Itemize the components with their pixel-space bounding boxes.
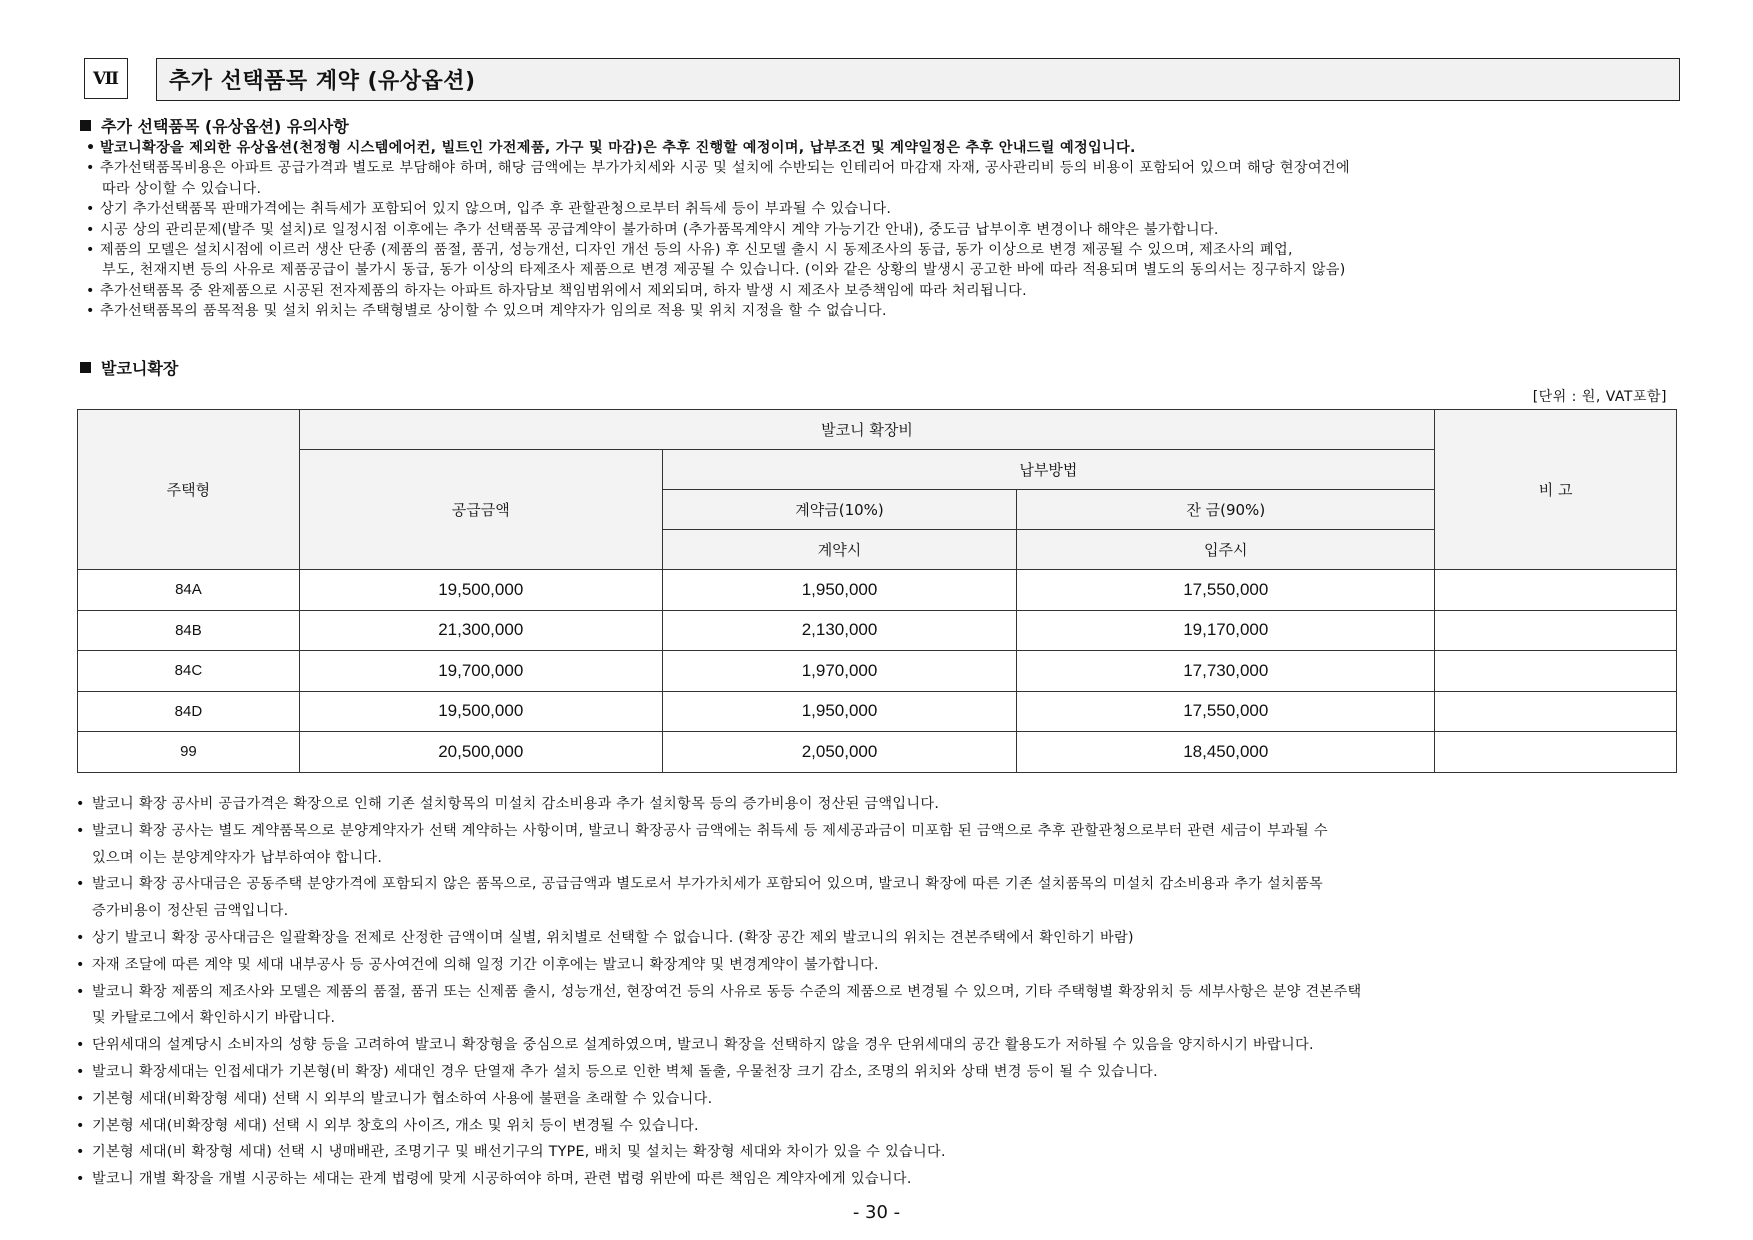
header-deposit: 계약금(10%) — [662, 490, 1017, 530]
cell-type: 84C — [78, 651, 300, 692]
list-item: • 기본형 세대(비확장형 세대) 선택 시 외부의 발코니가 협소하여 사용에 불편을 초래할 수 있습니다. — [76, 1086, 1362, 1113]
cell-balance: 17,550,000 — [1017, 691, 1435, 732]
unit-label: [단위 : 원, VAT포함] — [1532, 389, 1667, 405]
list-item: • 기본형 세대(비확장형 세대) 선택 시 외부 창호의 사이즈, 개소 및 위치 등이 변경될 수 있습니다. — [76, 1113, 1362, 1140]
cell-note — [1435, 691, 1677, 732]
section-number: Ⅶ — [84, 58, 128, 99]
list-item: • 자재 조달에 따른 계약 및 세대 내부공사 등 공사여건에 의해 일정 기간 이후에는 발코니 확장계약 및 변경계약이 불가합니다. — [76, 952, 1362, 979]
cell-deposit: 1,970,000 — [662, 651, 1017, 692]
cell-note — [1435, 610, 1677, 651]
header-at-move-in: 입주시 — [1017, 530, 1435, 570]
list-item-continuation: 있으며 이는 분양계약자가 납부하여야 합니다. — [92, 849, 383, 866]
header-remarks: 비 고 — [1435, 410, 1677, 570]
cell-supply: 21,300,000 — [299, 610, 662, 651]
cell-balance: 17,550,000 — [1017, 570, 1435, 611]
cell-balance: 18,450,000 — [1017, 732, 1435, 773]
list-item: • 발코니 확장세대는 인접세대가 기본형(비 확장) 세대인 경우 단열재 추가 설치 등으로 인한 벽체 돌출, 우물천장 크기 감소, 조명의 위치와 상태 변경 등이 될 수 있습니다. — [76, 1059, 1362, 1086]
cell-supply: 19,700,000 — [299, 651, 662, 692]
cell-type: 84D — [78, 691, 300, 732]
list-item-continuation: 따라 상이할 수 있습니다. — [102, 180, 262, 197]
list-item: • 추가선택품목비용은 아파트 공급가격과 별도로 부담해야 하며, 해당 금액에는 부가가치세와 시공 및 설치에 수반되는 인테리어 마감재 자재, 공사관리비 등의 비용이 포함되어 있으며 해당 현장여건에 — [86, 158, 1350, 178]
list-item: • 추가선택품목 중 완제품으로 시공된 전자제품의 하자는 아파트 하자담보 책임범위에서 제외되며, 하자 발생 시 제조사 보증책임에 따라 처리됩니다. — [86, 281, 1350, 301]
square-bullet-icon — [80, 362, 91, 373]
balcony-heading-text: 발코니확장 — [101, 359, 179, 378]
header-expansion-cost: 발코니 확장비 — [299, 410, 1434, 450]
cell-deposit: 2,130,000 — [662, 610, 1017, 651]
square-bullet-icon — [80, 120, 91, 131]
list-item: • 제품의 모델은 설치시점에 이르러 생산 단종 (제품의 품절, 품귀, 성능개선, 디자인 개선 등의 사유) 후 신모델 출시 시 동제조사의 동급, 동가 이상으로 변경 제공될 수 있으며, 제조사의 폐업, — [86, 240, 1350, 260]
table-row — [78, 610, 1677, 651]
balcony-notes-list — [76, 791, 1362, 1193]
list-item-continuation: 증가비용이 정산된 금액입니다. — [92, 903, 289, 920]
header-housing-type: 주택형 — [78, 410, 300, 570]
list-item: • 상기 추가선택품목 판매가격에는 취득세가 포함되어 있지 않으며, 입주 후 관할관청으로부터 취득세 등이 부과될 수 있습니다. — [86, 199, 1350, 219]
option-notes-heading-text: 추가 선택품목 (유상옵션) 유의사항 — [101, 117, 349, 136]
option-notes-list — [86, 138, 1350, 322]
section-header — [84, 58, 1680, 101]
header-at-contract: 계약시 — [662, 530, 1017, 570]
table-row — [78, 691, 1677, 732]
cell-note — [1435, 651, 1677, 692]
cell-balance: 17,730,000 — [1017, 651, 1435, 692]
cell-deposit: 2,050,000 — [662, 732, 1017, 773]
balcony-expansion-table — [77, 409, 1677, 773]
cell-supply: 20,500,000 — [299, 732, 662, 773]
list-item: • 발코니 확장 공사대금은 공동주택 분양가격에 포함되지 않은 품목으로, 공급금액과 별도로서 부가가치세가 포함되어 있으며, 발코니 확장에 따른 기존 설치품목의 미설치 감소비용과 추가 설치품목 — [76, 871, 1362, 898]
cell-balance: 19,170,000 — [1017, 610, 1435, 651]
list-item: • 발코니확장을 제외한 유상옵션(천정형 시스템에어컨, 빌트인 가전제품, 가구 및 마감)은 추후 진행할 예정이며, 납부조건 및 계약일정은 추후 안내드릴 예정입니다. — [86, 138, 1350, 158]
cell-note — [1435, 732, 1677, 773]
table-row — [78, 651, 1677, 692]
cell-supply: 19,500,000 — [299, 691, 662, 732]
list-item: • 추가선택품목의 품목적용 및 설치 위치는 주택형별로 상이할 수 있으며 계약자가 임의로 적용 및 위치 지정을 할 수 없습니다. — [86, 301, 1350, 321]
list-item-continuation: 부도, 천재지변 등의 사유로 제품공급이 불가시 동급, 동가 이상의 타제조사 제품으로 변경 제공될 수 있습니다. (이와 같은 상황의 발생시 공고한 바에 따라 적용되며 별도의 동의서는 징구하지 않음) — [102, 262, 1346, 279]
header-supply-amount: 공급금액 — [299, 450, 662, 570]
list-item-continuation: 및 카탈로그에서 확인하시기 바랍니다. — [92, 1010, 336, 1027]
cell-deposit: 1,950,000 — [662, 570, 1017, 611]
list-item: • 발코니 확장 제품의 제조사와 모델은 제품의 품절, 품귀 또는 신제품 출시, 성능개선, 현장여건 등의 사유로 동등 수준의 제품으로 변경될 수 있으며, 기타 주택형별 확장위치 등 세부사항은 분양 견본주택 — [76, 979, 1362, 1006]
balcony-heading — [80, 356, 178, 379]
list-item: • 상기 발코니 확장 공사대금은 일괄확장을 전제로 산정한 금액이며 실별, 위치별로 선택할 수 없습니다. (확장 공간 제외 발코니의 위치는 견본주택에서 확인하기 바람) — [76, 925, 1362, 952]
header-balance: 잔 금(90%) — [1017, 490, 1435, 530]
option-notes-heading — [80, 114, 349, 137]
cell-type: 84A — [78, 570, 300, 611]
page-number: - 30 - — [852, 1202, 901, 1223]
cell-note — [1435, 570, 1677, 611]
list-item: • 발코니 개별 확장을 개별 시공하는 세대는 관계 법령에 맞게 시공하여야 하며, 관련 법령 위반에 따른 책임은 계약자에게 있습니다. — [76, 1166, 1362, 1193]
cell-type: 99 — [78, 732, 300, 773]
table-row — [78, 732, 1677, 773]
list-item: • 발코니 확장 공사는 별도 계약품목으로 분양계약자가 선택 계약하는 사항이며, 발코니 확장공사 금액에는 취득세 등 제세공과금이 미포함 된 금액으로 추후 관할관청으로부터 관련 세금이 부과될 수 — [76, 818, 1362, 845]
list-item: • 발코니 확장 공사비 공급가격은 확장으로 인해 기존 설치항목의 미설치 감소비용과 추가 설치항목 등의 증가비용이 정산된 금액입니다. — [76, 791, 1362, 818]
list-item: • 단위세대의 설계당시 소비자의 성향 등을 고려하여 발코니 확장형을 중심으로 설계하였으며, 발코니 확장을 선택하지 않을 경우 단위세대의 공간 활용도가 저하될 수 있음을 양지하시기 바랍니다. — [76, 1032, 1362, 1059]
cell-deposit: 1,950,000 — [662, 691, 1017, 732]
section-title: 추가 선택품목 계약 (유상옵션) — [156, 58, 1680, 101]
cell-supply: 19,500,000 — [299, 570, 662, 611]
cell-type: 84B — [78, 610, 300, 651]
list-item: • 기본형 세대(비 확장형 세대) 선택 시 냉매배관, 조명기구 및 배선기구의 TYPE, 배치 및 설치는 확장형 세대와 차이가 있을 수 있습니다. — [76, 1139, 1362, 1166]
list-item: • 시공 상의 관리문제(발주 및 설치)로 일정시점 이후에는 추가 선택품목 공급계약이 불가하며 (추가품목계약시 계약 가능기간 안내), 중도금 납부이후 변경이나 해약은 불가합니다. — [86, 220, 1350, 240]
table-row — [78, 570, 1677, 611]
header-payment-method: 납부방법 — [662, 450, 1435, 490]
